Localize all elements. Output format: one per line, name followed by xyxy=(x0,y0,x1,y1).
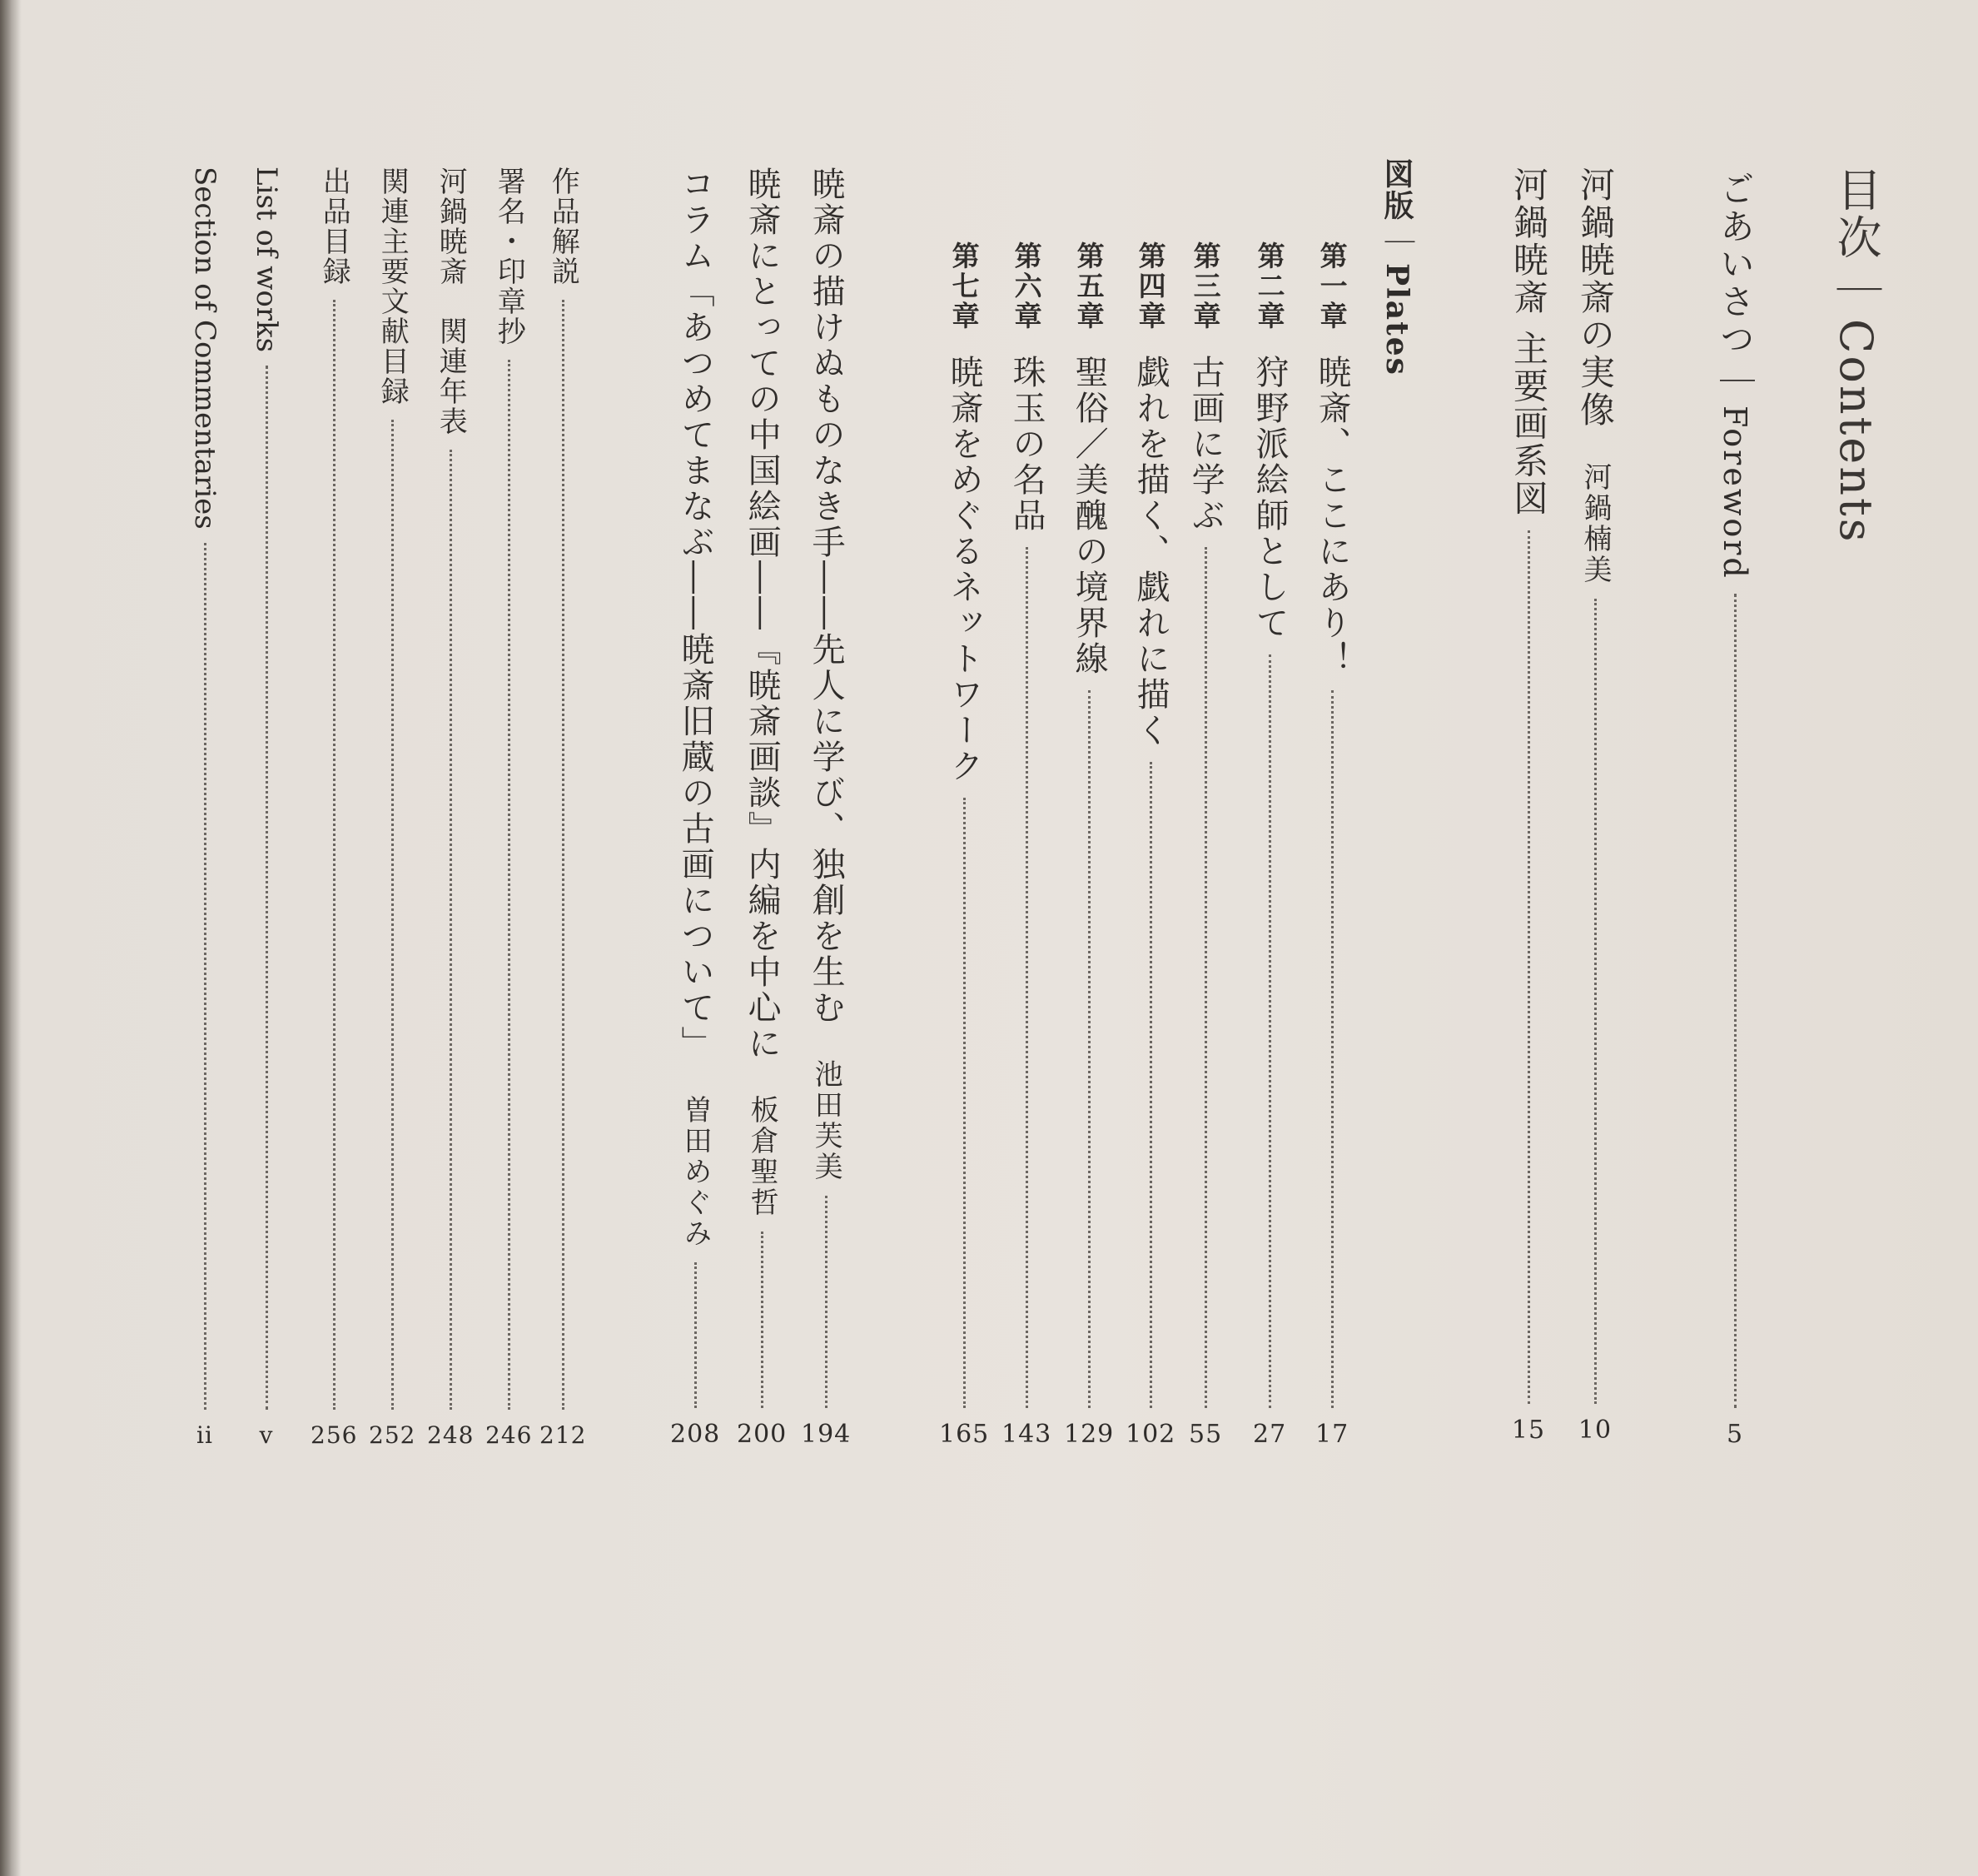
leader-dots xyxy=(1150,762,1152,1408)
leader-dots xyxy=(1088,690,1091,1408)
essay-title: 暁斎にとっての中国絵画――『暁斎画談』内編を中心に xyxy=(743,167,782,1062)
toc-chapter-7[interactable] xyxy=(939,241,989,1449)
page-number: 143 xyxy=(1001,1420,1052,1449)
toc-back-section-commentaries[interactable] xyxy=(188,167,221,1449)
back-title: 関連主要文献目録 xyxy=(375,167,410,406)
toc-chapter-5[interactable] xyxy=(1064,241,1114,1449)
toc-heading xyxy=(1830,167,1882,545)
leader-dots xyxy=(391,420,394,1410)
toc-back-list-of-works[interactable] xyxy=(252,167,281,1449)
leader-dots xyxy=(1269,654,1271,1408)
page-number: 102 xyxy=(1126,1420,1176,1449)
entry-author: 河鍋楠美 xyxy=(1578,462,1612,585)
plates-heading-en: Plates xyxy=(1379,263,1414,376)
leader-dots xyxy=(761,1232,763,1408)
chapter-number: 第七章 xyxy=(947,241,981,331)
plates-heading-separator: ｜ xyxy=(1380,226,1414,258)
toc-entry-lineage-chart[interactable] xyxy=(1508,167,1549,1445)
page-number: 17 xyxy=(1315,1420,1349,1449)
toc-chapter-6[interactable] xyxy=(1001,241,1051,1449)
chapter-title: 珠玉の名品 xyxy=(1007,355,1046,534)
chapter-number: 第六章 xyxy=(1010,241,1043,331)
back-title: 署名・印章抄 xyxy=(492,167,526,346)
page-number: 10 xyxy=(1578,1416,1613,1445)
essay-title: 暁斎の描けぬものなき手――先人に学び、独創を生む xyxy=(807,167,846,1026)
leader-dots xyxy=(825,1196,827,1408)
toc-back-bibliography[interactable] xyxy=(369,167,415,1449)
toc-chapter-4[interactable] xyxy=(1126,241,1175,1449)
essay-author: 池田芙美 xyxy=(809,1059,843,1182)
leader-dots xyxy=(562,300,564,1410)
entry-title-en: Foreword xyxy=(1717,406,1753,580)
chapter-title: 暁斎をめぐるネットワーク xyxy=(945,355,984,784)
back-title: 作品解説 xyxy=(546,167,580,286)
chapter-number: 第四章 xyxy=(1134,241,1167,331)
page-number: 208 xyxy=(670,1420,721,1449)
page-number: 248 xyxy=(427,1421,475,1449)
leader-dots xyxy=(1331,690,1334,1408)
toc-back-chronology[interactable] xyxy=(427,167,474,1449)
leader-dots xyxy=(1594,599,1597,1404)
entry-title: 河鍋暁斎の実像 xyxy=(1575,167,1616,429)
leader-dots xyxy=(204,543,206,1410)
toc-entry-real-image[interactable] xyxy=(1575,167,1616,1445)
leader-dots xyxy=(266,366,268,1410)
page-number: 27 xyxy=(1253,1420,1287,1449)
leader-dots xyxy=(963,798,966,1408)
page-number: 200 xyxy=(737,1420,788,1449)
toc-back-seals[interactable] xyxy=(485,167,532,1449)
toc-essay-1[interactable] xyxy=(801,167,851,1449)
page-number: 55 xyxy=(1189,1420,1223,1449)
chapter-number: 第五章 xyxy=(1072,241,1106,331)
chapter-number: 第一章 xyxy=(1315,241,1349,331)
page-number: 252 xyxy=(369,1421,416,1449)
leader-dots xyxy=(508,360,510,1410)
toc-chapter-3[interactable] xyxy=(1186,241,1225,1449)
entry-title: 河鍋暁斎 主要画系図 xyxy=(1508,167,1549,518)
leader-dots xyxy=(1734,594,1737,1408)
entry-separator: ｜ xyxy=(1715,363,1756,401)
plates-heading xyxy=(1379,158,1414,376)
heading-en: Contents xyxy=(1830,319,1882,545)
heading-separator: ｜ xyxy=(1830,266,1882,314)
page-number: 15 xyxy=(1511,1416,1546,1445)
entry-title: ごあいさつ xyxy=(1715,171,1756,358)
essay-title: コラム「あつめてまなぶ――暁斎旧蔵の古画について」 xyxy=(676,167,715,1062)
page-number: 5 xyxy=(1726,1420,1744,1449)
chapter-title: 古画に学ぶ xyxy=(1186,355,1225,534)
page-number: 256 xyxy=(311,1421,358,1449)
leader-dots xyxy=(333,300,335,1410)
leader-dots xyxy=(1205,547,1207,1408)
page-number: 246 xyxy=(485,1421,533,1449)
toc-chapter-2[interactable] xyxy=(1250,241,1290,1449)
back-title: 河鍋暁斎 関連年表 xyxy=(434,167,468,436)
plates-heading-ja: 図版 xyxy=(1379,158,1414,221)
toc-entry-foreword[interactable] xyxy=(1715,171,1756,1449)
leader-dots xyxy=(1026,547,1028,1408)
leader-dots xyxy=(694,1262,697,1408)
essay-author: 曽田めぐみ xyxy=(678,1095,713,1249)
back-title: List of works xyxy=(250,167,283,353)
chapter-title: 戯れを描く、戯れに描く xyxy=(1131,355,1170,749)
toc-back-exhibit-list[interactable] xyxy=(311,167,357,1449)
chapter-number: 第二章 xyxy=(1253,241,1286,331)
chapter-title: 聖俗／美醜の境界線 xyxy=(1070,355,1109,677)
essay-author: 板倉聖哲 xyxy=(745,1095,779,1218)
back-title: Section of Commentaries xyxy=(188,167,221,530)
toc-back-commentaries[interactable] xyxy=(539,167,586,1449)
toc-chapter-1[interactable] xyxy=(1313,241,1352,1449)
toc-essay-2[interactable] xyxy=(737,167,787,1449)
chapter-title: 狩野派絵師として xyxy=(1250,355,1290,641)
chapter-number: 第三章 xyxy=(1189,241,1222,331)
page-number: 129 xyxy=(1064,1420,1115,1449)
heading-ja: 目次 xyxy=(1830,167,1882,261)
page-number: 212 xyxy=(539,1421,587,1449)
leader-dots xyxy=(1528,530,1530,1404)
page-number: 194 xyxy=(801,1420,852,1449)
page-edge-shadow xyxy=(0,0,22,1876)
page-number: ii xyxy=(196,1421,213,1449)
page-number: 165 xyxy=(939,1420,990,1449)
leader-dots xyxy=(450,450,452,1410)
toc-essay-column[interactable] xyxy=(670,167,720,1449)
chapter-title: 暁斎、ここにあり！ xyxy=(1313,355,1352,677)
back-title: 出品目録 xyxy=(317,167,351,286)
page-number: v xyxy=(259,1421,274,1449)
